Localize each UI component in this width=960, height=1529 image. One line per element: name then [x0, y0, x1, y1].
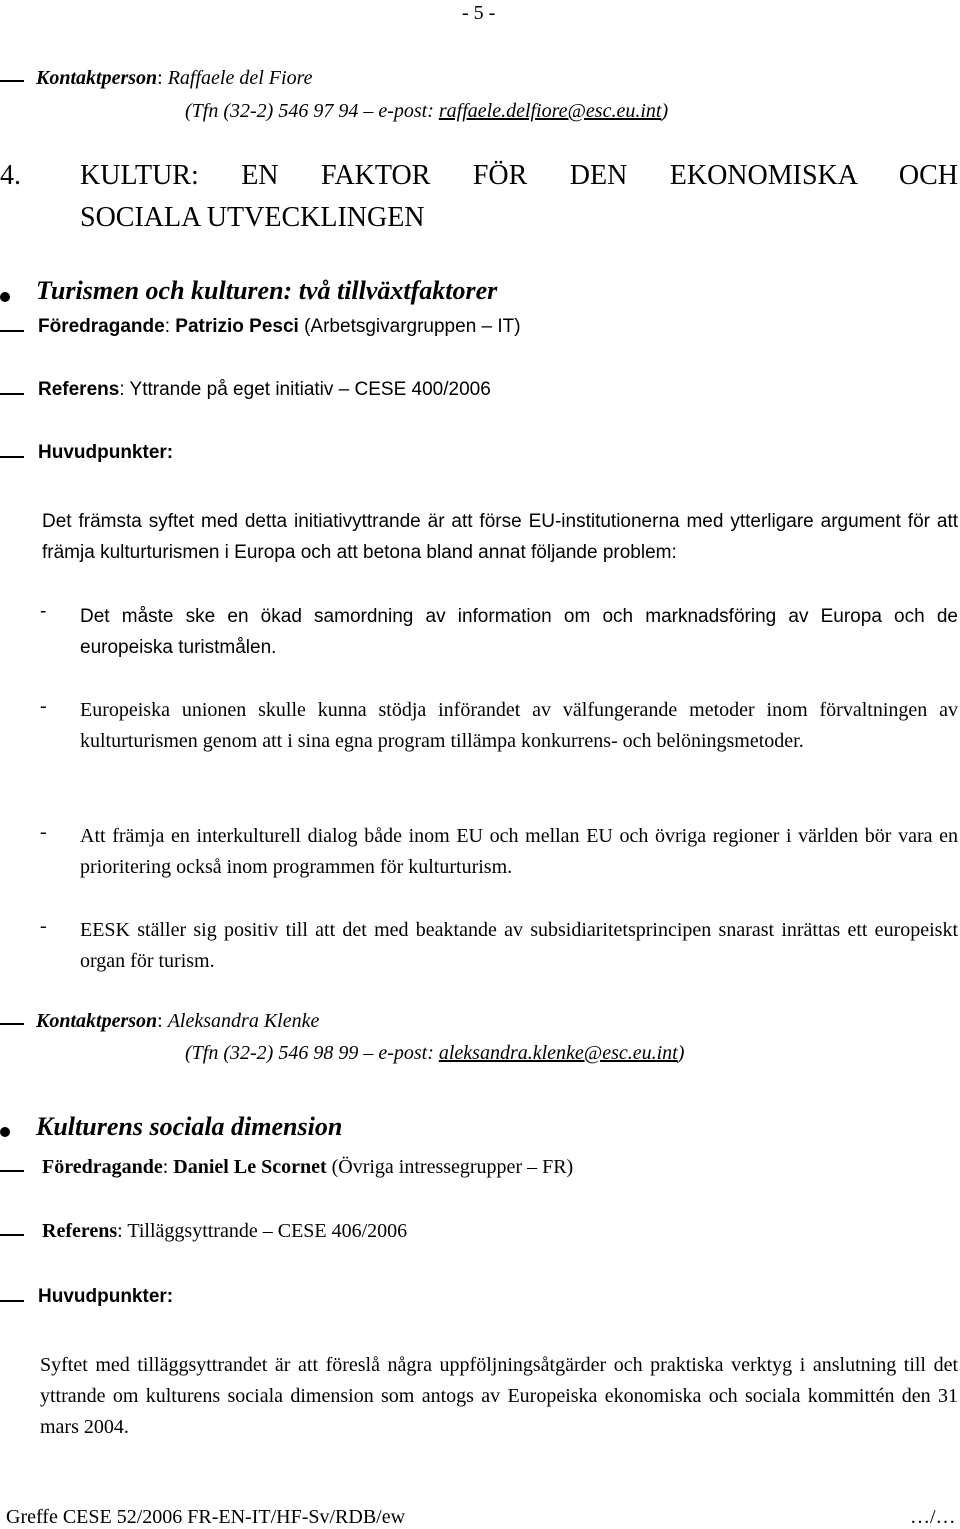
rapporteur-separator: :	[164, 316, 176, 337]
rapporteur-name: Patrizio Pesci	[175, 316, 299, 337]
contact-suffix: )	[661, 100, 669, 122]
rapporteur-group: (Arbetsgivargruppen – IT)	[298, 316, 521, 337]
rapporteur-name: Daniel Le Scornet	[173, 1156, 327, 1178]
rapporteur-line	[38, 316, 521, 338]
intro-paragraph: Det främsta syftet med detta initiativyttrande är att förse EU-institutionerna med ytterligare argument för att främja kulturturismen i Europa och att betona bland annat följande problem:	[42, 511, 958, 563]
bullet-text: EESK ställer sig positiv till att det med beaktande av subsidiaritetsprincipen snarast inrättas ett europeiskt organ för turism.	[80, 919, 958, 972]
reference-line	[38, 379, 491, 401]
contact-line	[36, 1010, 319, 1033]
contact-email-link[interactable]: raffaele.delfiore@esc.eu.int	[438, 100, 662, 122]
dash-marker	[0, 1234, 24, 1236]
dash-marker	[0, 393, 24, 395]
reference-line	[42, 1220, 407, 1243]
main-points-paragraph: Syftet med tilläggsyttrandet är att föreslå några uppföljningsåtgärder och praktiska verktyg i anslutning till det yttrande om kulturens sociala dimension som antogs av Europeiska ekonomiska och sociala kommittén den 31 mars 2004.	[40, 1354, 958, 1438]
contact-name: Aleksandra Klenke	[167, 1010, 320, 1032]
footer-reference: Greffe CESE 52/2006 FR-EN-IT/HF-Sv/RDB/ew	[6, 1506, 406, 1528]
section-title-line2: SOCIALA UTVECKLINGEN	[80, 202, 425, 233]
section-number: 4.	[0, 160, 21, 191]
reference-label: Referens	[38, 379, 120, 400]
contact-separator: :	[157, 1010, 163, 1032]
bullet-text: Det måste ske en ökad samordning av information om och marknadsföring av Europa och de europeiska turistmålen.	[80, 606, 958, 658]
page-number: - 5 -	[462, 2, 496, 24]
rapporteur-line	[42, 1156, 573, 1179]
item-title: Kulturens sociala dimension	[36, 1112, 343, 1141]
main-points-label: Huvudpunkter:	[38, 1286, 174, 1307]
reference-value: : Yttrande på eget initiativ – CESE 400/2006	[119, 379, 491, 400]
dash-marker	[0, 1300, 24, 1302]
dash-marker	[0, 1170, 24, 1172]
bullet-text: Europeiska unionen skulle kunna stödja införandet av välfungerande metoder inom förvaltningen av kulturturismen genom att i sina egna program tillämpa konkurrens- och belöningsmetoder.	[80, 699, 958, 752]
bullet-marker: -	[40, 821, 47, 843]
contact-separator: :	[157, 67, 163, 89]
rapporteur-group: (Övriga intressegrupper – FR)	[326, 1156, 574, 1178]
contact-line	[36, 67, 312, 90]
item-title: Turismen och kulturen: två tillväxtfaktorer	[36, 276, 498, 305]
bullet-icon	[0, 1127, 10, 1137]
bullet-marker: -	[40, 601, 47, 622]
contact-phone: (Tfn (32-2) 546 98 99 – e-post:	[185, 1042, 439, 1064]
contact-label: Kontaktperson	[36, 67, 158, 89]
dash-marker	[0, 80, 24, 82]
bullet-marker: -	[40, 915, 47, 937]
dash-marker	[0, 330, 24, 332]
contact-phone: (Tfn (32-2) 546 97 94 – e-post:	[185, 100, 439, 122]
section-title-line1: KULTUR: EN FAKTOR FÖR DEN EKONOMISKA OCH	[80, 160, 958, 191]
rapporteur-label: Föredragande	[42, 1156, 163, 1178]
dash-marker	[0, 456, 24, 458]
contact-phone-line	[185, 1042, 684, 1065]
contact-suffix: )	[677, 1042, 685, 1064]
contact-email-link[interactable]: aleksandra.klenke@esc.eu.int	[438, 1042, 678, 1064]
bullet-text: Att främja en interkulturell dialog både inom EU och mellan EU och övriga regioner i världen bör vara en prioritering också inom programmen för kulturturism.	[80, 825, 958, 878]
reference-value: : Tilläggsyttrande – CESE 406/2006	[117, 1220, 408, 1242]
reference-label: Referens	[42, 1220, 118, 1242]
dash-marker	[0, 1023, 24, 1025]
rapporteur-label: Föredragande	[38, 316, 165, 337]
contact-name: Raffaele del Fiore	[167, 67, 313, 89]
footer-continuation: …/…	[910, 1506, 956, 1528]
main-points-label: Huvudpunkter:	[38, 442, 174, 463]
rapporteur-separator: :	[162, 1156, 174, 1178]
bullet-icon	[0, 292, 10, 302]
contact-phone-line	[185, 100, 668, 123]
contact-label: Kontaktperson	[36, 1010, 158, 1032]
bullet-marker: -	[40, 695, 47, 717]
